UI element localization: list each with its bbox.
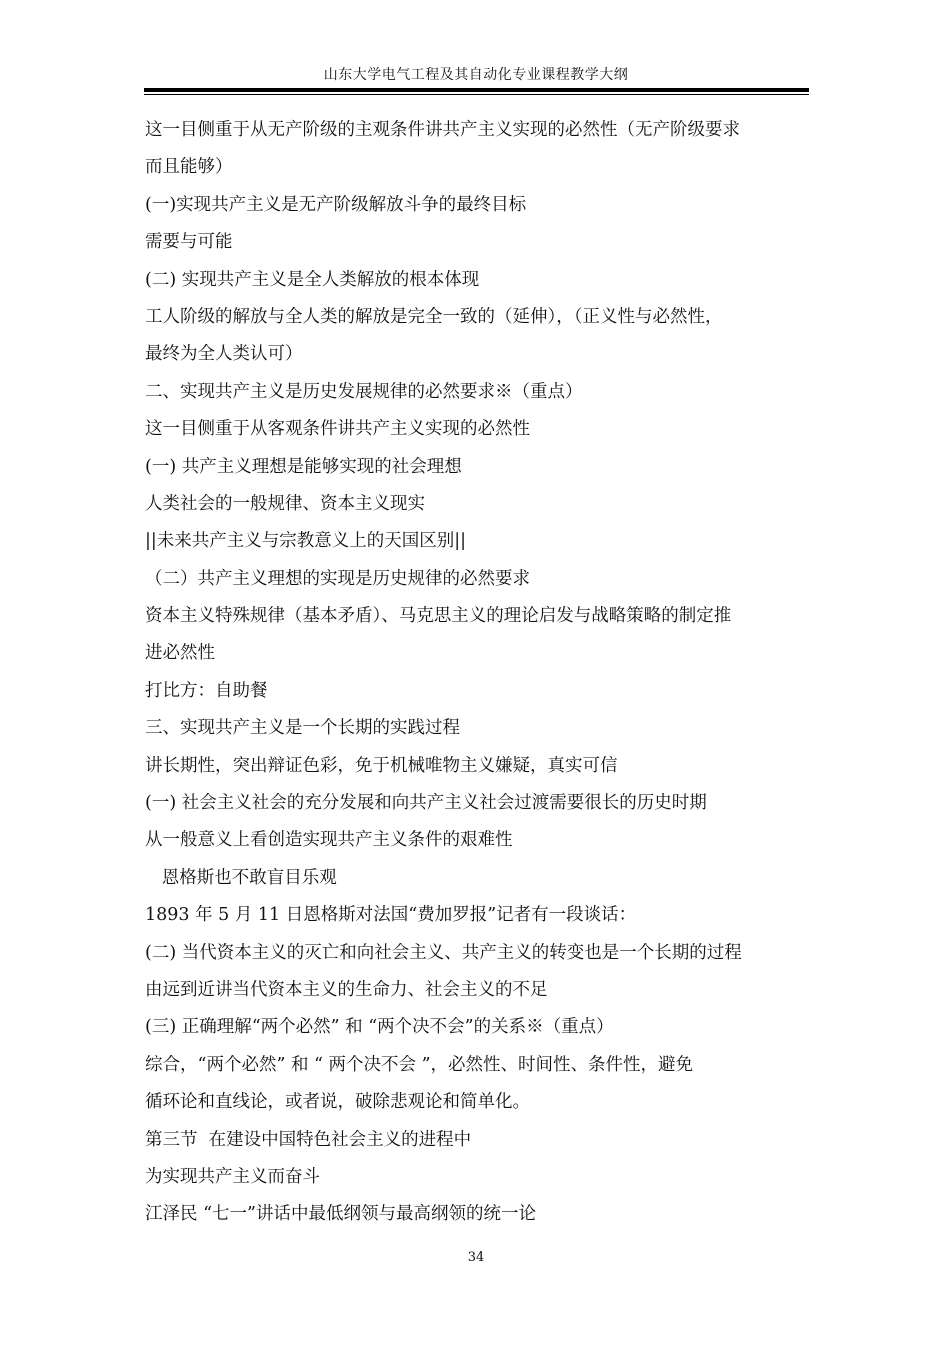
text-line: 进必然性	[145, 643, 215, 664]
text-line: 而且能够）	[145, 157, 233, 178]
text-line: (一)实现共产主义是无产阶级解放斗争的最终目标	[145, 194, 527, 215]
text-line: 工人阶级的解放与全人类的解放是完全一致的（延伸），（正义性与必然性，	[145, 306, 723, 327]
text-line: 由远到近讲当代资本主义的生命力、社会主义的不足	[145, 979, 548, 1000]
body-text	[145, 112, 813, 1234]
text-line: 恩格斯也不敢盲目乐观	[145, 867, 337, 888]
page-number: 34	[467, 1250, 485, 1265]
text-line: 从一般意义上看创造实现共产主义条件的艰难性	[145, 830, 513, 851]
text-line: 资本主义特殊规律（基本矛盾）、马克思主义的理论启发与战略策略的制定推	[145, 606, 732, 627]
header-rule-thin	[144, 94, 809, 95]
text-line: 最终为全人类认可）	[145, 344, 303, 365]
text-line: (一) 社会主义社会的充分发展和向共产主义社会过渡需要很长的历史时期	[145, 793, 707, 814]
section-heading: 三、实现共产主义是一个长期的实践过程	[145, 718, 460, 739]
text-line: （二）共产主义理想的实现是历史规律的必然要求	[145, 568, 530, 589]
text-line: 这一目侧重于从无产阶级的主观条件讲共产主义实现的必然性（无产阶级要求	[145, 120, 740, 140]
text-line: 1893 年 5 月 11 日恩格斯对法国“费加罗报”记者有一段谈话：	[145, 905, 637, 926]
text-line: 江泽民 “七一”讲话中最低纲领与最高纲领的统一论	[145, 1204, 536, 1225]
text-line: 为实现共产主义而奋斗	[145, 1166, 320, 1187]
section-heading: 第三节 在建设中国特色社会主义的进程中	[145, 1129, 472, 1150]
text-line: 循环论和直线论，或者说，破除悲观论和简单化。	[145, 1092, 530, 1113]
text-line: 需要与可能	[145, 232, 233, 253]
text-line: (二) 实现共产主义是全人类解放的根本体现	[145, 269, 480, 290]
text-line: 打比方：自助餐	[145, 680, 268, 701]
text-line: (二) 当代资本主义的灭亡和向社会主义、共产主义的转变也是一个长期的过程	[145, 942, 742, 963]
text-line: ||未来共产主义与宗教意义上的天国区别||	[145, 531, 467, 552]
text-line: (三) 正确理解“两个必然” 和 “两个决不会”的关系※（重点）	[145, 1017, 614, 1038]
running-header-title: 山东大学电气工程及其自动化专业课程教学大纲	[323, 67, 629, 83]
header-rule-thick	[144, 88, 809, 92]
text-line: 人类社会的一般规律、资本主义现实	[145, 493, 425, 514]
section-heading: 二、实现共产主义是历史发展规律的必然要求※（重点）	[145, 381, 583, 402]
text-line: 这一目侧重于从客观条件讲共产主义实现的必然性	[145, 419, 530, 440]
text-line: 讲长期性，突出辩证色彩，免于机械唯物主义嫌疑，真实可信	[145, 755, 618, 776]
text-line: 综合，“两个必然” 和 “ 两个决不会 ”，必然性、时间性、条件性，避免	[145, 1054, 694, 1075]
text-line: (一) 共产主义理想是能够实现的社会理想	[145, 456, 462, 477]
